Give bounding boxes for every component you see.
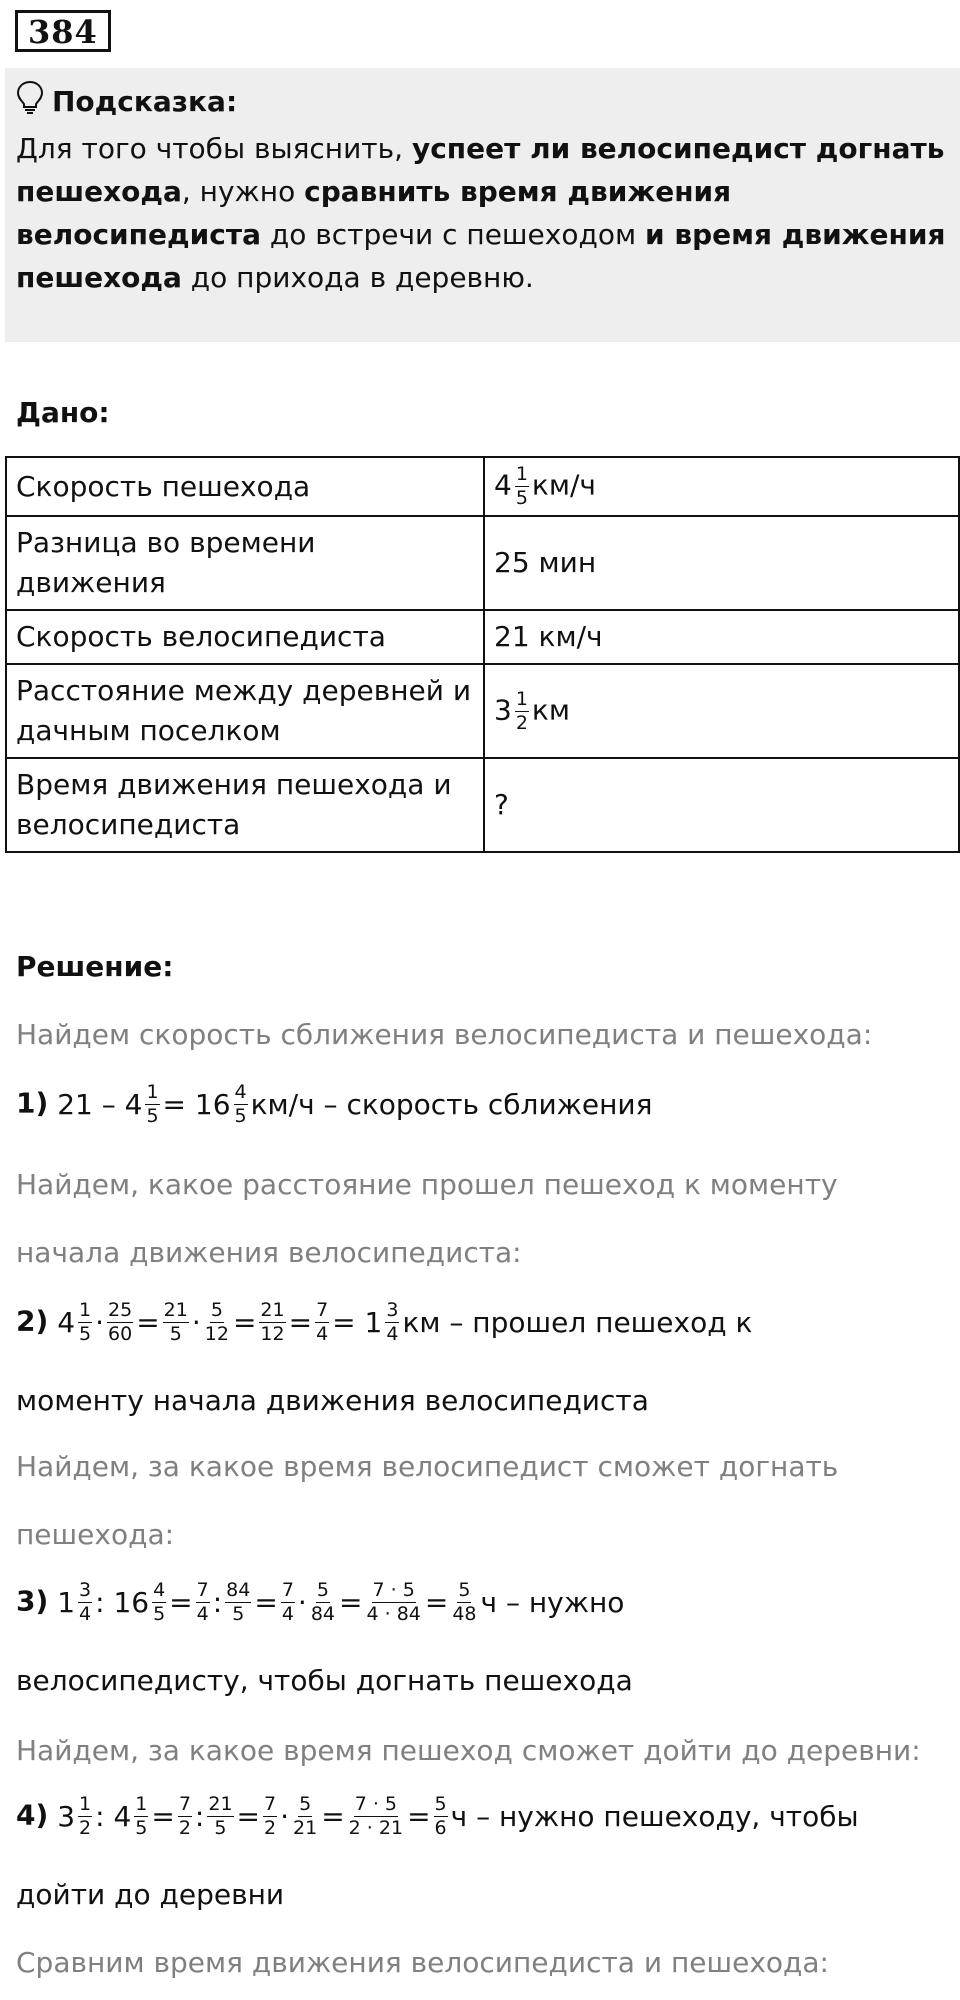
table-row (6, 758, 959, 852)
hint-box (5, 68, 960, 342)
step-4-cont: дойти до деревни (16, 1878, 285, 1911)
step-3: 3) 1 $\frac{3}{4}$ : 16 $\frac{4}{5}$ = $\frac{7}{4}$ : $\frac{84}{5}$ = $\frac{7}{4}$ · $\frac{5}{84}$ = $\frac{7 \cdot 5}{4 \cdot 84}$ = $\frac{5}{48}$ ч – нужно (16, 1579, 625, 1625)
step-4: 4) 3 $\frac{1}{2}$ : 4 $\frac{1}{5}$ = $\frac{7}{2}$ : $\frac{21}{5}$ = $\frac{7}{2}$ · $\frac{5}{21}$ = $\frac{7 \cdot 5}{2 \cdot 21}$ = $\frac{5}{6}$ ч – нужно пешеходу, чтобы (16, 1793, 859, 1839)
table-cell-value: 4 $\frac{1}{5}$ км/ч (484, 457, 959, 516)
step-2: 2) 4 $\frac{1}{5}$ · $\frac{25}{60}$ = $\frac{21}{5}$ · $\frac{5}{12}$ = $\frac{21}{12}$ = $\frac{7}{4}$ = 1 $\frac{3}{4}$ км – прошел пешеход к (16, 1299, 753, 1345)
comment-3a: Найдем, за какое время велосипедист сможет догнать (16, 1450, 839, 1483)
table-row (6, 457, 959, 516)
step-1: 1) 21 – 4 $\frac{1}{5}$ = 16 $\frac{4}{5}$ км/ч – скорость сближения (16, 1081, 653, 1127)
table-cell-value: ? (484, 758, 959, 852)
given-label: Дано: (16, 396, 110, 429)
table-row (6, 516, 959, 610)
comment-5: Сравним время движения велосипедиста и пешехода: (16, 1946, 829, 1979)
solution-label: Решение: (16, 950, 174, 983)
comment-1: Найдем скорость сближения велосипедиста и пешехода: (16, 1018, 873, 1051)
problem-number: 384 (15, 10, 111, 52)
given-table (5, 456, 960, 853)
table-cell-value: 25 мин (484, 516, 959, 610)
comment-2b: начала движения велосипедиста: (16, 1236, 522, 1269)
table-cell-value: 21 км/ч (484, 610, 959, 664)
comment-4: Найдем, за какое время пешеход сможет дойти до деревни: (16, 1734, 921, 1767)
table-cell-key: Скорость пешехода (6, 457, 484, 516)
comment-2a: Найдем, какое расстояние прошел пешеход к моменту (16, 1168, 838, 1201)
table-cell-key: Разница во времени движения (6, 516, 484, 610)
table-cell-value: 3 $\frac{1}{2}$ км (484, 664, 959, 758)
table-cell-key: Скорость велосипедиста (6, 610, 484, 664)
table-cell-key: Расстояние между деревней и дачным поселком (6, 664, 484, 758)
hint-text: Для того чтобы выяснить, успеет ли велосипедист догнать пешехода, нужно сравнить время движения велосипедиста до встречи с пешеходом и время движения пешехода до прихода в деревню. (16, 132, 946, 294)
hint-title-text: Подсказка: (52, 84, 238, 118)
step-3-cont: велосипедисту, чтобы догнать пешехода (16, 1664, 633, 1697)
table-row (6, 610, 959, 664)
table-row (6, 664, 959, 758)
lightbulb-icon (16, 80, 44, 123)
table-cell-key: Время движения пешехода и велосипедиста (6, 758, 484, 852)
hint-title (16, 80, 949, 123)
step-2-cont: моменту начала движения велосипедиста (16, 1384, 649, 1417)
comment-3b: пешехода: (16, 1518, 175, 1551)
